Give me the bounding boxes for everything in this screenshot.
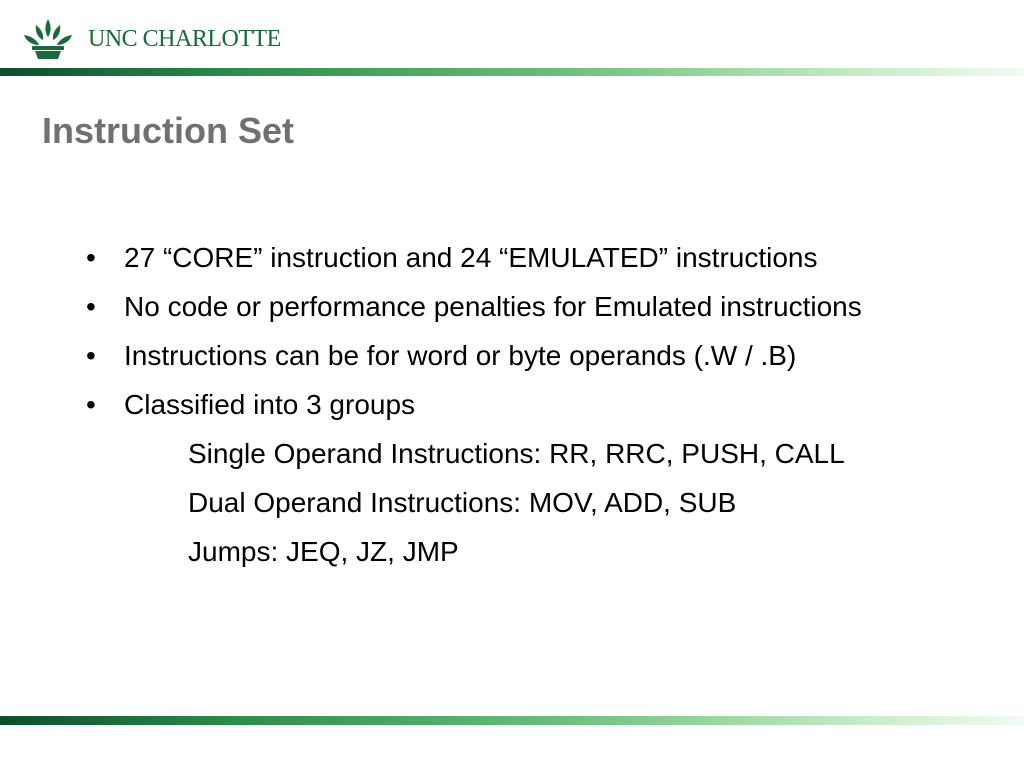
bullet-item: • 27 “CORE” instruction and 24 “EMULATED” instructions	[84, 238, 1004, 278]
header-divider	[0, 68, 1024, 76]
group-item: Single Operand Instructions: RR, RRC, PUSH, CALL	[188, 438, 845, 469]
slide-title: Instruction Set	[42, 110, 295, 151]
group-item: Dual Operand Instructions: MOV, ADD, SUB	[188, 487, 737, 518]
bullet-item: • No code or performance penalties for Emulated instructions	[84, 287, 1004, 327]
bullet-item: • Instructions can be for word or byte operands (.W / .B)	[84, 336, 1004, 376]
footer-divider	[0, 716, 1024, 725]
crown-crest-icon	[18, 15, 78, 63]
bullet-item: • Classified into 3 groups	[84, 385, 1004, 425]
logo-wordmark: UNC CHARLOTTE	[88, 25, 281, 52]
bullet-list	[84, 238, 1004, 581]
unc-charlotte-logo	[18, 14, 281, 64]
group-item: Jumps: JEQ, JZ, JMP	[188, 536, 459, 567]
